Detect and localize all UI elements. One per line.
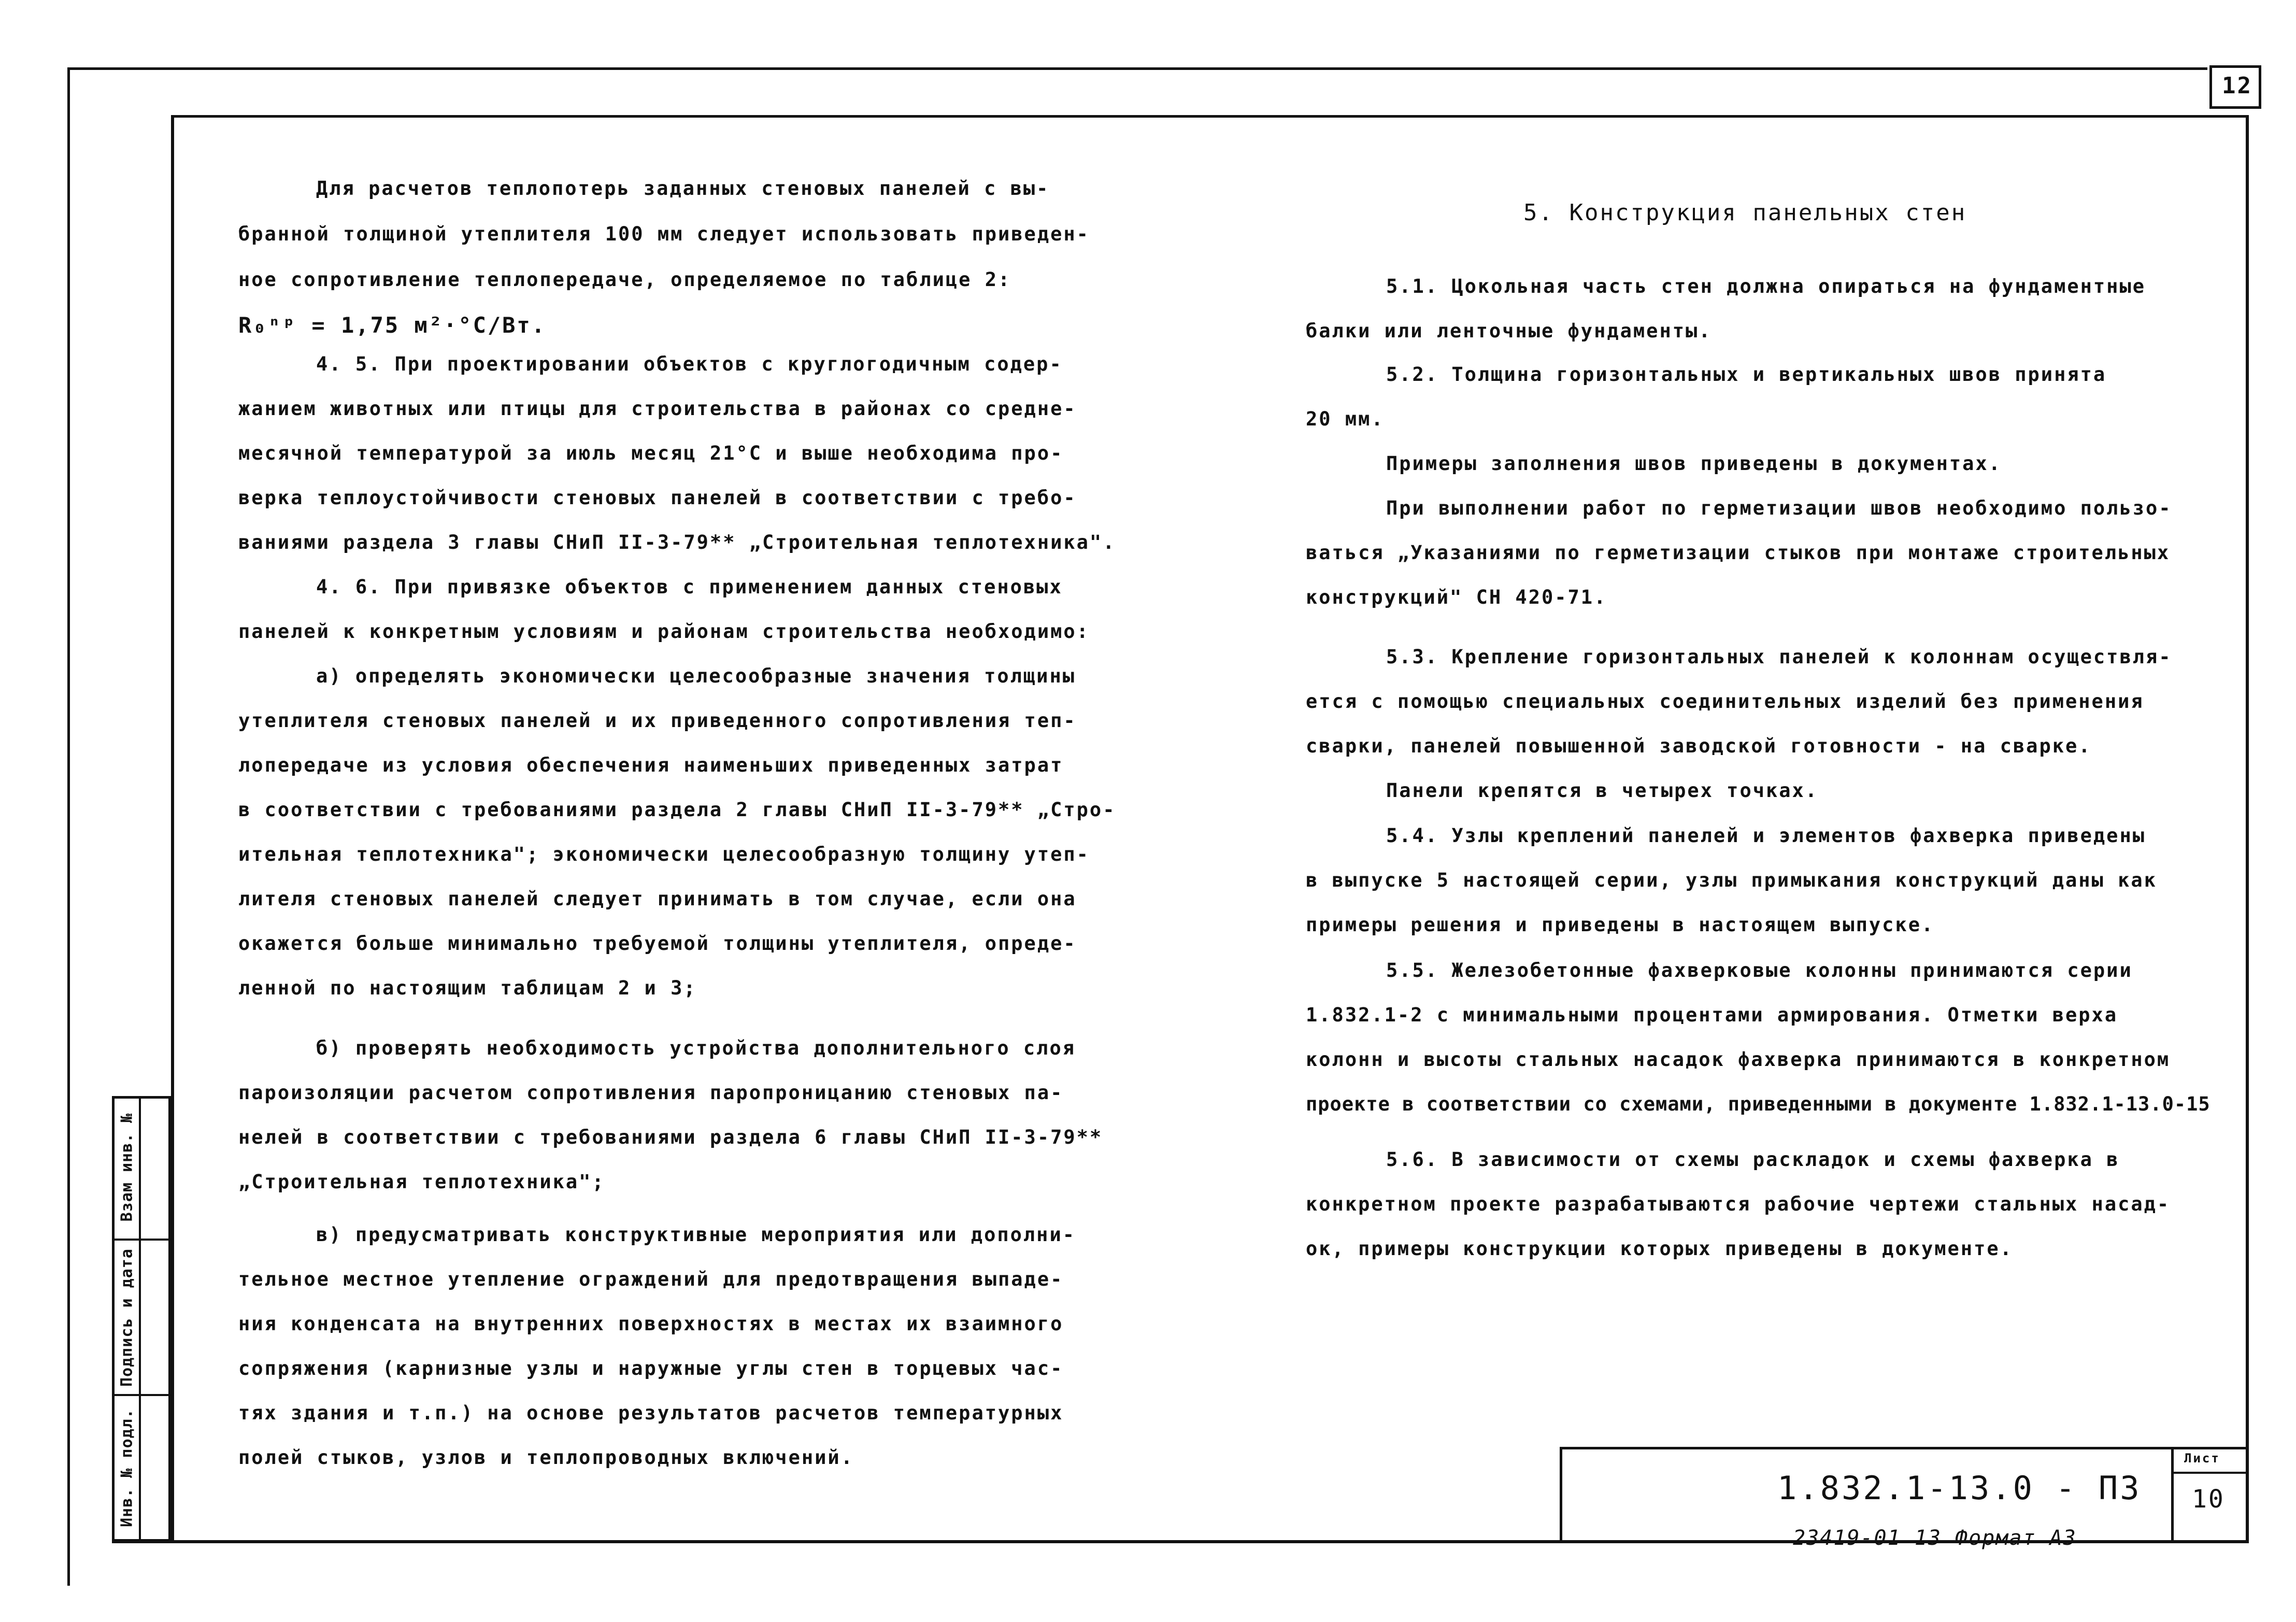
intro-paragraph <box>238 166 1090 348</box>
text-line: конструкций" СН 420-71. <box>1306 586 1607 608</box>
text-line: 4. 6. При привязке объектов с применением данных стеновых <box>316 576 1063 598</box>
document-designation: 1.832.1-13.0 - ПЗ <box>1777 1469 2142 1507</box>
text-line: примеры решения и приведены в настоящем выпуске. <box>1306 914 1935 936</box>
side-stamp-divider-vertical <box>139 1096 141 1542</box>
text-line: „Строительная теплотехника"; <box>238 1171 605 1193</box>
text-line: ок, примеры конструкции которых приведены в документе. <box>1306 1237 2013 1260</box>
paragraph-4-6 <box>238 565 1090 654</box>
text-line: жанием животных или птицы для строительства в районах со средне- <box>238 397 1077 420</box>
text-line: проекте в соответствии со схемами, приведенными в документе 1.832.1-13.0-15 <box>1306 1093 2211 1115</box>
text-line: конкретном проекте разрабатываются рабочие чертежи стальных насад- <box>1306 1193 2171 1215</box>
frame-outer-left <box>67 67 70 1586</box>
paragraph-5-1 <box>1306 264 2146 353</box>
sheet-label: Лист <box>2184 1451 2220 1466</box>
text-line: 5.5. Железобетонные фахверковые колонны принимаются серии <box>1386 959 2133 981</box>
text-line: Панели крепятся в четырех точках. <box>1386 779 1819 802</box>
text-line: б) проверять необходимость устройства дополнительного слоя <box>316 1037 1076 1059</box>
text-line: тях здания и т.п.) на основе результатов расчетов температурных <box>238 1402 1064 1424</box>
text-line: 5.4. Узлы креплений панелей и элементов фахверка приведены <box>1386 824 2146 847</box>
paragraph-5-2-examples <box>1306 442 2002 486</box>
text-line: лопередаче из условия обеспечения наименьших приведенных затрат <box>238 754 1064 776</box>
text-line: ния конденсата на внутренних поверхностях в местах их взаимного <box>238 1313 1064 1335</box>
title-block-sheet-divider <box>2171 1447 2174 1543</box>
frame-inner-right <box>2246 115 2249 1543</box>
text-line: ется с помощью специальных соединительных изделий без применения <box>1306 690 2144 713</box>
sheet-corner-number: 12 <box>2222 73 2252 99</box>
text-line: 4. 5. При проектировании объектов с круглогодичным содер- <box>316 353 1063 375</box>
frame-inner-top <box>171 115 2249 118</box>
text-line: пароизоляции расчетом сопротивления паропроницанию стеновых па- <box>238 1082 1064 1104</box>
item-b <box>238 1026 1103 1204</box>
text-line: Примеры заполнения швов приведены в документах. <box>1386 452 2002 475</box>
stamp-cell-inv-podl: Инв. № подл. <box>118 1408 136 1527</box>
title-block-sheet-hline <box>2171 1472 2249 1474</box>
text-line: При выполнении работ по герметизации швов необходимо пользо- <box>1386 497 2172 519</box>
sheet-number: 10 <box>2192 1485 2225 1514</box>
text-line: тельное местное утепление ограждений для предотвращения выпаде- <box>238 1268 1064 1290</box>
text-line: сварки, панелей повышенной заводской готовности - на сварке. <box>1306 735 2092 757</box>
item-a <box>238 654 1116 1011</box>
footer-note: 23419-01 13 Формат А3 <box>1793 1526 2077 1550</box>
text-line: 5.2. Толщина горизонтальных и вертикальных швов принята <box>1386 363 2107 386</box>
text-line: 20 мм. <box>1306 408 1385 430</box>
title-block-left <box>1560 1447 1562 1543</box>
text-line: лителя стеновых панелей следует принимать в том случае, если она <box>238 888 1077 910</box>
text-line: панелей к конкретным условиям и районам строительства необходимо: <box>238 620 1090 643</box>
paragraph-5-2-sealing <box>1306 486 2172 620</box>
text-line: в соответствии с требованиями раздела 2 главы СНиП II-3-79** „Стро- <box>238 799 1116 821</box>
text-line: окажется больше минимально требуемой толщины утеплителя, опреде- <box>238 932 1077 955</box>
text-line: колонн и высоты стальных насадок фахверка принимаются в конкретном <box>1306 1048 2171 1071</box>
paragraph-5-2 <box>1306 352 2106 442</box>
text-line: а) определять экономически целесообразные значения толщины <box>316 665 1076 687</box>
text-line: ваниями раздела 3 главы СНиП II-3-79** „Строительная теплотехника". <box>238 531 1116 553</box>
text-line: месячной температурой за июль месяц 21°С и выше необходима про- <box>238 442 1064 464</box>
text-line: балки или ленточные фундаменты. <box>1306 320 1712 342</box>
stamp-cell-vzam-inv: Взам инв. № <box>118 1113 136 1222</box>
text-line: утеплителя стеновых панелей и их приведенного сопротивления теп- <box>238 709 1077 732</box>
text-line: в) предусматривать конструктивные мероприятия или дополни- <box>316 1223 1076 1246</box>
section-heading: 5. Конструкция панельных стен <box>1523 200 1967 226</box>
text-line: ное сопротивление теплопередаче, определяемое по таблице 2: <box>238 268 1011 291</box>
paragraph-4-5 <box>238 342 1116 565</box>
item-v <box>238 1213 1076 1480</box>
paragraph-5-3 <box>1306 635 2172 813</box>
paragraph-5-6 <box>1306 1137 2170 1271</box>
text-line: 5.1. Цокольная часть стен должна опираться на фундаментные <box>1386 275 2146 297</box>
frame-outer-top <box>67 67 2207 70</box>
text-line: 1.832.1-2 с минимальными процентами армирования. Отметки верха <box>1306 1004 2118 1026</box>
text-line: 5.3. Крепление горизонтальных панелей к колоннам осуществля- <box>1386 646 2172 668</box>
text-line: нелей в соответствии с требованиями раздела 6 главы СНиП II-3-79** <box>238 1126 1103 1148</box>
text-line: ительная теплотехника"; экономически целесообразную толщину утеп- <box>238 843 1090 865</box>
paragraph-5-4 <box>1306 814 2157 947</box>
text-line: ваться „Указаниями по герметизации стыков при монтаже строительных <box>1306 542 2171 564</box>
text-line: бранной толщиной утеплителя 100 мм следует использовать приведен- <box>238 223 1090 245</box>
text-line: верка теплоустойчивости стеновых панелей в соответствии с требо- <box>238 487 1077 509</box>
title-block-top <box>1560 1447 2249 1449</box>
text-line: Для расчетов теплопотерь заданных стеновых панелей с вы- <box>316 177 1050 200</box>
text-line: полей стыков, узлов и теплопроводных включений. <box>238 1446 854 1469</box>
text-line: 5.6. В зависимости от схемы раскладок и схемы фахверка в <box>1386 1148 2120 1171</box>
stamp-cell-signature-date: Подпись и дата <box>118 1248 136 1387</box>
paragraph-5-5 <box>1306 948 2211 1127</box>
text-line: ленной по настоящим таблицам 2 и 3; <box>238 977 697 999</box>
formula-line: R₀ⁿᵖ = 1,75 м²·°С/Вт. <box>238 312 547 338</box>
frame-inner-left <box>171 115 174 1543</box>
text-line: в выпуске 5 настоящей серии, узлы примыкания конструкций даны как <box>1306 869 2157 891</box>
text-line: сопряжения (карнизные узлы и наружные углы стен в торцевых час- <box>238 1357 1064 1379</box>
